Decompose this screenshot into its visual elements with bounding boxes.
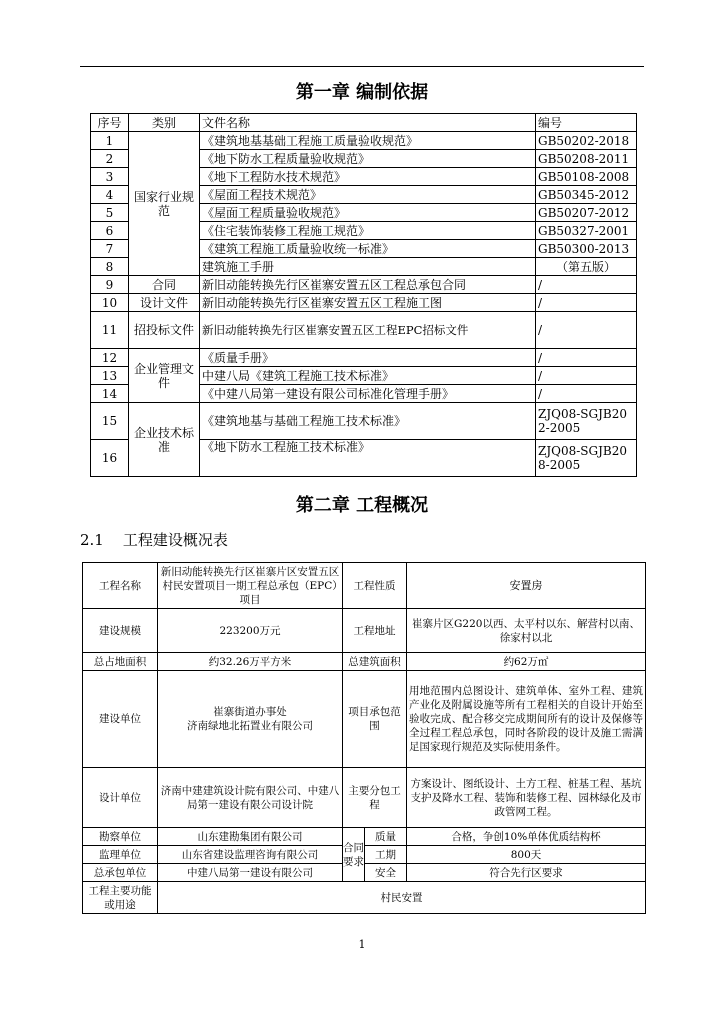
table-row (83, 653, 646, 671)
chapter-2-title: 第二章 工程概况 (295, 495, 429, 516)
document-name: 《屋面工程技术规范》 (200, 186, 536, 204)
table-row (91, 294, 637, 312)
value-cell: 方案设计、图纸设计、土方工程、桩基工程、基坑支护及降水工程、装饰和装修工程、园林绿化及市政管网工程。 (407, 768, 646, 828)
value-cell: 崔寨街道办事处 济南绿地北拓置业有限公司 (158, 671, 343, 768)
document-code: / (536, 367, 637, 385)
section-title: 2.1 工程建设概况表 (80, 531, 228, 549)
row-number: 9 (91, 276, 129, 294)
document-code: / (536, 294, 637, 312)
document-name: 《地下工程防水技术规范》 (200, 168, 536, 186)
category-cell: 企业管理文件 (129, 349, 200, 403)
basis-table (90, 113, 637, 477)
category-cell: 招投标文件 (129, 312, 200, 349)
document-code: GB50300-2013 (536, 240, 637, 258)
category-cell: 设计文件 (129, 294, 200, 312)
document-name: 新旧动能转换先行区崔寨安置五区工程施工图 (200, 294, 536, 312)
row-number: 5 (91, 204, 129, 222)
document-name: 《屋面工程质量验收规范》 (200, 204, 536, 222)
overview-table (82, 562, 646, 914)
value-cell: 用地范围内总图设计、建筑单体、室外工程、建筑产业化及附属设施等所有工程相关的自设计开始至验收完成、配合移交完成期间所有的设计及保修等全过程工程总承包，同时各阶段的设计及施工需满足国家现行规范及实际使用条件。 (407, 671, 646, 768)
value-cell: 合格，争创10%单体优质结构杯 (407, 828, 646, 846)
table-row (83, 882, 646, 914)
table-row (83, 768, 646, 828)
document-name: 新旧动能转换先行区崔寨安置五区工程总承包合同 (200, 276, 536, 294)
document-code: / (536, 385, 637, 403)
table-row (83, 828, 646, 846)
table-row (83, 671, 646, 768)
label-cell: 总建筑面积 (343, 653, 407, 671)
document-code: GB50208-2011 (536, 150, 637, 168)
value-cell: 223200万元 (158, 609, 343, 653)
row-number: 3 (91, 168, 129, 186)
chapter-1-title: 第一章 编制依据 (295, 82, 429, 103)
row-number: 2 (91, 150, 129, 168)
document-code: ZJQ08-SGJB208-2005 (536, 440, 637, 477)
document-code: GB50327-2001 (536, 222, 637, 240)
row-number: 4 (91, 186, 129, 204)
label-cell: 工程地址 (343, 609, 407, 653)
table-row (91, 349, 637, 367)
row-number: 14 (91, 385, 129, 403)
value-cell: 崔寨片区G220以西、太平村以东、解营村以南、徐家村以北 (407, 609, 646, 653)
label-cell: 总占地面积 (83, 653, 158, 671)
document-name: 《住宅装饰装修工程施工规范》 (200, 222, 536, 240)
label-cell: 勘察单位 (83, 828, 158, 846)
document-code: / (536, 312, 637, 349)
document-name: 《地下防水工程质量验收规范》 (200, 150, 536, 168)
table-row (91, 312, 637, 349)
table-header-row (91, 114, 637, 132)
label-cell: 建设单位 (83, 671, 158, 768)
category-cell: 企业技术标准 (129, 403, 200, 477)
row-number: 7 (91, 240, 129, 258)
table-row (83, 864, 646, 882)
label-cell: 主要分包工程 (343, 768, 407, 828)
page-number: 1 (358, 938, 366, 951)
document-name: 新旧动能转换先行区崔寨安置五区工程EPC招标文件 (200, 312, 536, 349)
header-cell: 序号 (91, 114, 129, 132)
document-code: / (536, 276, 637, 294)
header-cell: 文件名称 (200, 114, 536, 132)
label-cell: 工程名称 (83, 563, 158, 609)
document-code: GB50207-2012 (536, 204, 637, 222)
document-code: GB50345-2012 (536, 186, 637, 204)
table-row (83, 846, 646, 864)
row-number: 13 (91, 367, 129, 385)
value-cell: 山东省建设监理咨询有限公司 (158, 846, 343, 864)
value-cell: 济南中建建筑设计院有限公司、中建八局第一建设有限公司设计院 (158, 768, 343, 828)
row-number: 8 (91, 258, 129, 276)
row-number: 1 (91, 132, 129, 150)
row-number: 12 (91, 349, 129, 367)
row-number: 6 (91, 222, 129, 240)
row-number: 16 (91, 440, 129, 477)
document-name: 《中建八局第一建设有限公司标准化管理手册》 (200, 385, 536, 403)
document-name: 《地下防水工程施工技术标准》 (200, 440, 536, 477)
value-cell: 山东建勘集团有限公司 (158, 828, 343, 846)
label-cell: 安全 (365, 864, 407, 882)
category-cell: 国家行业规范 (129, 132, 200, 276)
label-cell: 合同要求 (343, 828, 365, 882)
table-row (83, 609, 646, 653)
document-code: GB50108-2008 (536, 168, 637, 186)
value-cell: 约62万㎡ (407, 653, 646, 671)
document-code: ZJQ08-SGJB202-2005 (536, 403, 637, 440)
row-number: 15 (91, 403, 129, 440)
label-cell: 工期 (365, 846, 407, 864)
table-row (91, 276, 637, 294)
document-code: （第五版） (536, 258, 637, 276)
document-code: GB50202-2018 (536, 132, 637, 150)
header-cell: 类别 (129, 114, 200, 132)
value-cell: 约32.26万平方米 (158, 653, 343, 671)
document-name: 《质量手册》 (200, 349, 536, 367)
header-rule (80, 66, 644, 67)
document-name: 中建八局《建筑工程施工技术标准》 (200, 367, 536, 385)
table-row (83, 563, 646, 609)
label-cell: 设计单位 (83, 768, 158, 828)
document-name: 《建筑地基与基础工程施工技术标准》 (200, 403, 536, 440)
label-cell: 工程主要功能或用途 (83, 882, 158, 914)
document-name: 《建筑工程施工质量验收统一标准》 (200, 240, 536, 258)
value-cell: 800天 (407, 846, 646, 864)
value-cell: 安置房 (407, 563, 646, 609)
document-name: 建筑施工手册 (200, 258, 536, 276)
header-cell: 编号 (536, 114, 637, 132)
row-number: 10 (91, 294, 129, 312)
label-cell: 工程性质 (343, 563, 407, 609)
document-name: 《建筑地基基础工程施工质量验收规范》 (200, 132, 536, 150)
label-cell: 监理单位 (83, 846, 158, 864)
value-cell: 村民安置 (158, 882, 646, 914)
table-row (91, 132, 637, 150)
value-cell: 符合先行区要求 (407, 864, 646, 882)
row-number: 11 (91, 312, 129, 349)
category-cell: 合同 (129, 276, 200, 294)
label-cell: 项目承包范围 (343, 671, 407, 768)
label-cell: 质量 (365, 828, 407, 846)
label-cell: 总承包单位 (83, 864, 158, 882)
value-cell: 中建八局第一建设有限公司 (158, 864, 343, 882)
table-row (91, 403, 637, 440)
value-cell: 新旧动能转换先行区崔寨片区安置五区村民安置项目一期工程总承包（EPC）项目 (158, 563, 343, 609)
document-code: / (536, 349, 637, 367)
label-cell: 建设规模 (83, 609, 158, 653)
